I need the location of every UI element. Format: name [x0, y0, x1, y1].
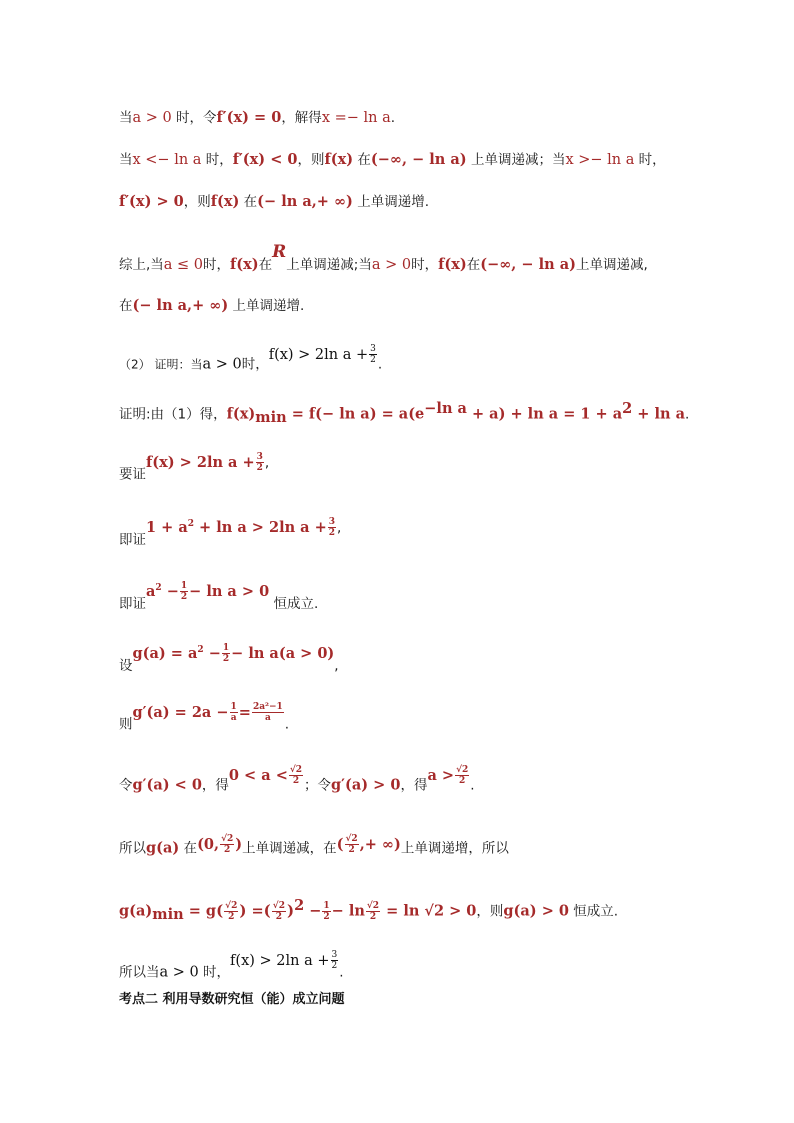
- line-3: [119, 192, 429, 212]
- frac-num: √2: [366, 901, 380, 911]
- text: ；令: [304, 777, 332, 794]
- text: 证明:由（1）得，: [119, 406, 227, 423]
- text: 时，: [634, 152, 666, 168]
- frac-num: 1: [230, 702, 237, 712]
- text: 上单调递增，所以: [400, 840, 509, 857]
- line-2: [119, 150, 666, 170]
- text: ，则: [183, 194, 211, 210]
- math: + ln a > 2ln a +: [194, 518, 327, 536]
- math: ,+ ∞): [359, 835, 401, 853]
- math: a > 0: [132, 110, 172, 126]
- line-7: [119, 399, 689, 428]
- line-14: [119, 834, 509, 859]
- math: f(x): [230, 256, 259, 273]
- text: 在: [466, 257, 481, 273]
- math: −: [203, 644, 221, 662]
- frac-num: √2: [225, 901, 238, 911]
- line-15: $g(a)_{min} = g$( $\frac{√2}{2}$ ) =( $\frac{√2}{2}$ )$^2$ − $\frac{1}{2}$ − ln $\frac{√2}{2}$ = ln √2 > 0，则g(a) > 0 恒成立.: [119, 897, 619, 924]
- text: 在: [239, 194, 258, 210]
- text: 恒成立.: [568, 903, 619, 920]
- text: 时，: [198, 964, 231, 981]
- text: 在: [353, 152, 371, 168]
- math: f′(x) < 0: [232, 151, 298, 168]
- math: = f(− ln a) = a(e: [286, 405, 425, 423]
- frac-den: 2: [222, 654, 230, 665]
- math: x <− ln a: [132, 152, 202, 168]
- frac-den: 2: [369, 912, 377, 922]
- text: 上单调递增.: [352, 194, 430, 210]
- text: 当: [119, 110, 133, 126]
- frac-num: √2: [345, 834, 358, 844]
- text: ，则: [476, 903, 504, 920]
- frac-num: √2: [272, 901, 285, 911]
- math: a > 0: [202, 356, 242, 373]
- text: 在: [179, 840, 198, 857]
- math: g′(a) = 2a −: [132, 703, 229, 721]
- frac-num: 1: [323, 901, 330, 911]
- text: 时，令: [171, 110, 217, 126]
- math: f(x): [226, 405, 256, 423]
- math: f(x) > 2ln a +: [230, 952, 330, 969]
- frac-den: 2: [228, 912, 235, 922]
- math: g′(a) < 0: [132, 776, 202, 794]
- frac-den: 2: [328, 528, 336, 539]
- math: x >− ln a: [565, 152, 635, 168]
- frac-den: 2: [180, 592, 188, 603]
- frac-num: 1: [180, 581, 188, 592]
- text: 上单调递减，在: [242, 840, 337, 857]
- text: 时，: [241, 356, 269, 373]
- math: =: [238, 703, 251, 721]
- math: g′(a) > 0: [331, 776, 401, 794]
- math: f′(x) = 0: [216, 109, 282, 126]
- math: f(x): [324, 151, 354, 168]
- text: 时，: [203, 257, 231, 273]
- frac-num: √2: [289, 765, 303, 775]
- math: = ln √2 > 0: [381, 902, 477, 920]
- text: .: [339, 964, 344, 981]
- text: ,: [337, 519, 342, 536]
- math: f(x) > 2ln a +: [146, 453, 255, 471]
- math: + ln a: [632, 405, 685, 423]
- text: 所以当: [119, 964, 160, 981]
- math: (− ln a,+ ∞): [257, 193, 353, 210]
- math: ): [235, 835, 243, 853]
- text: 上单调递减,: [575, 257, 648, 273]
- math: g(a): [119, 902, 153, 920]
- text: 在: [258, 257, 273, 273]
- math: 0 < a <: [228, 766, 288, 784]
- math: − ln a(a > 0): [231, 644, 335, 662]
- text: 设: [119, 657, 133, 674]
- text: .: [390, 110, 396, 126]
- line-6: [119, 344, 383, 375]
- math: (: [336, 835, 344, 853]
- math: (−∞, − ln a): [480, 256, 576, 273]
- math-sup: 2: [622, 400, 633, 417]
- frac-den: 2: [224, 845, 231, 855]
- text: 令: [119, 777, 133, 794]
- frac-num: 3: [331, 950, 338, 960]
- text: .: [685, 406, 690, 423]
- math: =: [246, 902, 264, 920]
- text: 即证: [119, 531, 146, 548]
- math: (−∞, − ln a): [370, 151, 467, 168]
- text: （2） 证明：当: [119, 357, 203, 372]
- math: = g: [183, 902, 217, 920]
- text: 当: [119, 152, 133, 168]
- math: f(x): [438, 256, 467, 273]
- frac-num: √2: [221, 834, 234, 844]
- line-9: [119, 517, 342, 550]
- section-heading: 考点二 利用导数研究恒（能）成立问题: [119, 992, 345, 1007]
- text: 要证: [119, 466, 146, 483]
- line-5: [119, 296, 304, 316]
- line-1: [119, 108, 395, 128]
- frac-den: 2: [292, 776, 300, 786]
- frac-num: 3: [256, 452, 263, 462]
- math-sup: 2: [294, 897, 305, 914]
- math: a > 0: [159, 964, 199, 981]
- math-sup: −ln a: [424, 400, 467, 417]
- frac-den: a: [264, 713, 271, 723]
- line-10: [119, 581, 319, 614]
- line-16: [119, 950, 344, 983]
- text: 上单调递减;当: [286, 257, 372, 273]
- math-sup: 2: [197, 645, 204, 655]
- math-sub: min: [255, 409, 287, 427]
- math: g(a): [146, 839, 180, 857]
- frac-den: 2: [348, 845, 355, 855]
- text: ,: [264, 454, 270, 471]
- frac-den: 2: [331, 961, 338, 971]
- text: 综上,当: [119, 257, 164, 273]
- line-12: [119, 702, 290, 735]
- frac-den: 2: [370, 355, 376, 365]
- frac-num: 1: [222, 643, 230, 654]
- text: 则: [119, 716, 133, 733]
- text: 恒成立.: [269, 595, 319, 612]
- math-real-set: R: [272, 242, 287, 262]
- math: + a) + ln a = 1 + a: [466, 405, 623, 423]
- math: 1 + a: [146, 518, 188, 536]
- text: .: [470, 777, 475, 794]
- text: 在: [119, 298, 133, 314]
- line-13: [119, 765, 475, 796]
- text: 所以: [119, 840, 146, 857]
- frac-num: 3: [370, 344, 376, 354]
- text: 时，: [411, 257, 439, 273]
- math-sup: 2: [155, 583, 162, 593]
- math: f(x): [210, 193, 240, 210]
- text: .: [377, 356, 383, 373]
- math: g(a) > 0: [503, 902, 569, 920]
- math: g(a) = a: [132, 644, 198, 662]
- math: −: [161, 582, 179, 600]
- text: ，解得: [281, 110, 322, 126]
- math: a ≤ 0: [163, 257, 204, 273]
- line-8: [119, 452, 270, 485]
- math: a: [146, 582, 156, 600]
- text: ,: [334, 657, 339, 674]
- text: 上单调递增.: [228, 298, 305, 314]
- frac-den: a: [230, 713, 237, 723]
- frac-num: √2: [456, 765, 469, 775]
- text: 上单调递减；当: [466, 152, 566, 168]
- text: ，得: [400, 777, 428, 794]
- math: a >: [427, 766, 455, 784]
- math-sup: 2: [187, 519, 194, 529]
- line-11: [119, 643, 339, 676]
- text: ，得: [201, 777, 229, 794]
- math: f(x) > 2ln a +: [268, 346, 369, 363]
- math: −: [304, 902, 322, 920]
- frac-num: 3: [328, 517, 336, 528]
- line-4: [119, 242, 648, 275]
- math: f′(x) > 0: [119, 193, 184, 210]
- math: (− ln a,+ ∞): [132, 297, 229, 314]
- text: .: [284, 716, 290, 733]
- math: − ln: [331, 902, 365, 920]
- math: (0,: [197, 835, 220, 853]
- math: − ln a > 0: [189, 582, 270, 600]
- text: 时，: [201, 152, 233, 168]
- frac-den: 2: [275, 912, 282, 922]
- frac-num: 2a²−1: [252, 702, 283, 712]
- text: ，则: [297, 152, 325, 168]
- frac-den: 2: [459, 776, 466, 786]
- math-sub: min: [152, 906, 184, 924]
- text: 即证: [119, 595, 146, 612]
- frac-den: 2: [323, 912, 330, 922]
- math: a > 0: [371, 257, 412, 273]
- frac-den: 2: [256, 463, 263, 473]
- math: x =− ln a: [321, 110, 391, 126]
